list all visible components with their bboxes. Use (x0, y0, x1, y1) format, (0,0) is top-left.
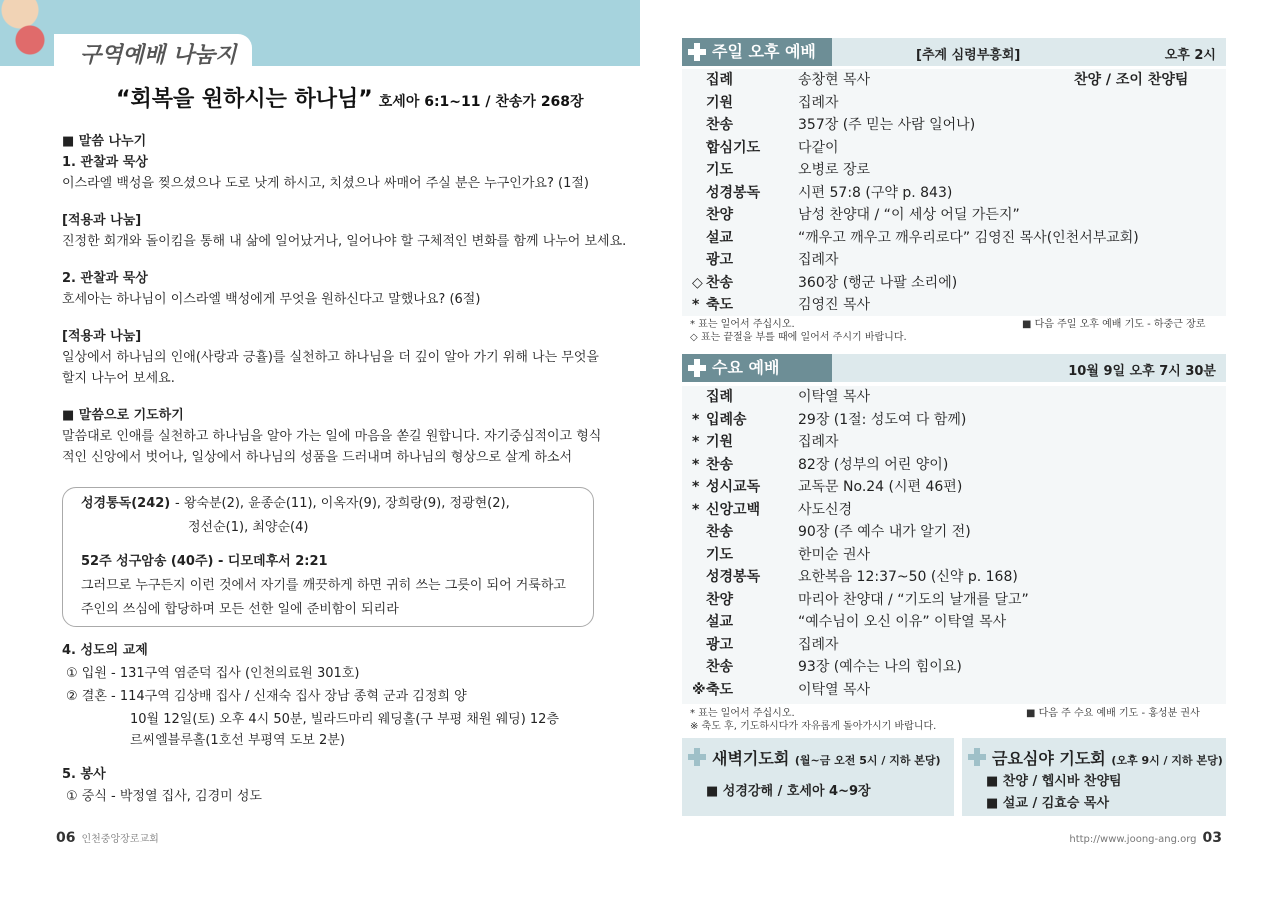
fellowship-wedding-detail1: 10월 12일(토) 오후 4시 50분, 빌라드마리 웨딩홀(구 부평 채원 웨딩) 12층 (130, 712, 560, 727)
apply-2-text-line1: 일상에서 하나님의 인애(사랑과 긍휼)를 실천하고 하나님을 더 깊이 알아 가기 위해 나는 무엇을 (62, 350, 599, 365)
row-label: 광고 (706, 252, 734, 268)
row-value: 오병로 장로 (798, 162, 871, 178)
row-label: 찬송 (706, 274, 734, 291)
row-label: 설교 (706, 614, 734, 630)
friday-praise-line: ■ 찬양 / 헵시바 찬양팀 (986, 774, 1122, 789)
row-label: 찬양 (706, 591, 734, 608)
row-label: 성경봉독 (706, 184, 761, 201)
row-label: 찬송 (706, 659, 734, 675)
heading-word-sharing: ■ 말씀 나누기 (62, 134, 147, 149)
row-marker: ◇ (692, 274, 703, 291)
cross-icon (688, 748, 706, 766)
friday-prayer-box (962, 738, 1226, 816)
memory-verse-line2: 주인의 쓰심에 합당하며 모든 선한 일에 준비함이 되리라 (81, 602, 399, 617)
heading-apply-1: [적용과 나눔] (62, 213, 142, 228)
wednesday-time: 10월 9일 오후 7시 30분 (1068, 364, 1216, 379)
sunday-row (682, 249, 1226, 272)
row-value: 사도신경 (798, 501, 853, 518)
row-value: 시편 57:8 (구약 p. 843) (798, 184, 953, 201)
row-value: 송창현 목사 (798, 72, 871, 88)
row-value: 집례자 (798, 252, 839, 268)
wednesday-row (682, 409, 1226, 432)
row-value: 집례자 (798, 636, 839, 653)
row-marker: * (692, 501, 700, 518)
row-label: 성경봉독 (706, 569, 761, 585)
section-tab-label: 구역예배 나눔지 (80, 43, 237, 68)
heading-service: 5. 봉사 (62, 767, 106, 782)
sunday-row (682, 92, 1226, 115)
sunday-note-1: * 표는 일어서 주십시오. (690, 319, 795, 330)
row-value: 357장 (주 믿는 사람 일어나) (798, 117, 976, 133)
sunday-row (682, 69, 1226, 92)
row-marker: * (692, 479, 700, 495)
wednesday-row (682, 611, 1226, 634)
dawn-prayer-title (712, 746, 941, 769)
row-extra: 찬양 / 조이 찬양팀 (1074, 72, 1189, 88)
prayer-line1: 말씀대로 인애를 실천하고 하나님을 알아 가는 일에 마음을 쏟길 원합니다. 자기중심적이고 형식 (62, 429, 602, 444)
row-marker: * (692, 456, 700, 473)
row-label: 기도 (706, 546, 734, 563)
apply-2-text-line2: 할지 나누어 보세요. (62, 371, 175, 386)
row-value: 집례자 (798, 434, 839, 450)
reading-names-2: 정선순(1), 최양순(4) (188, 520, 309, 535)
row-value: 다같이 (798, 139, 839, 156)
wednesday-row (682, 544, 1226, 567)
row-value: 김영진 목사 (798, 297, 871, 313)
wednesday-row (682, 566, 1226, 589)
heading-apply-2: [적용과 나눔] (62, 329, 142, 344)
fellowship-wedding-detail2: 르씨엘블루홀(1호선 부평역 도보 2분) (130, 733, 345, 748)
row-label: 설교 (706, 229, 734, 246)
heading-observe-2: 2. 관찰과 묵상 (62, 271, 148, 286)
cross-icon (688, 359, 706, 377)
heart-decoration-image (0, 0, 60, 66)
wednesday-row (682, 679, 1226, 702)
sermon-title (116, 82, 584, 113)
row-label: 찬송 (706, 456, 734, 473)
wednesday-row (682, 499, 1226, 522)
sunday-row (682, 159, 1226, 182)
sermon-reference: 호세아 6:1~11 / 찬송가 268장 (378, 94, 584, 110)
wednesday-service-tab (682, 354, 832, 382)
wednesday-note-1: * 표는 일어서 주십시오. (690, 708, 795, 719)
left-page-number: 06 (56, 830, 76, 846)
dawn-prayer-box (682, 738, 954, 816)
row-value: 90장 (주 예수 내가 알기 전) (798, 524, 971, 540)
dawn-prayer-time: (월~금 오전 5시 / 지하 본당) (794, 754, 941, 767)
sunday-service-tab (682, 38, 832, 66)
wednesday-order-table (682, 386, 1226, 704)
heading-fellowship: 4. 성도의 교제 (62, 643, 148, 658)
left-footer (56, 830, 159, 846)
memory-verse-line1: 그러므로 누구든지 이런 것에서 자기를 깨끗하게 하면 귀히 쓰는 그릇이 되어 거룩하고 (81, 578, 566, 593)
apply-1-text: 진정한 회개와 돌이킴을 통해 내 삶에 일어났거나, 일어나야 할 구체적인 변화를 함께 나누어 보세요. (62, 234, 627, 249)
wednesday-service-header (682, 354, 1226, 382)
row-value: “깨우고 깨우고 깨우리로다” 김영진 목사(인천서부교회) (798, 229, 1139, 246)
wednesday-row (682, 476, 1226, 499)
sunday-service-title: 주일 오후 예배 (712, 42, 816, 61)
row-label: 찬양 (706, 207, 734, 223)
friday-prayer-title (992, 746, 1223, 769)
row-value: 교독문 No.24 (시편 46편) (798, 479, 963, 495)
cross-icon (968, 748, 986, 766)
row-label: 신앙고백 (706, 501, 761, 518)
service-lunch: ① 중식 - 박정열 집사, 김경미 성도 (66, 789, 262, 804)
row-value: 29장 (1절: 성도여 다 함께) (798, 411, 967, 428)
sunday-row (682, 227, 1226, 250)
row-value: 93장 (예수는 나의 힘이요) (798, 659, 962, 675)
row-value: 82장 (성부의 어린 양이) (798, 456, 949, 473)
row-value: 요한복음 12:37~50 (신약 p. 168) (798, 569, 1018, 585)
row-value: 이탁열 목사 (798, 389, 871, 405)
row-label: 기원 (706, 94, 734, 111)
section-tab (54, 34, 252, 68)
reading-names-1: - 왕숙분(2), 윤종순(11), 이옥자(9), 장희랑(9), 정광현(2), (175, 496, 510, 511)
sunday-event: [추계 심령부흥회] (916, 48, 1021, 63)
right-page-number: 03 (1202, 830, 1222, 846)
row-value: 마리아 찬양대 / “기도의 날개를 달고” (798, 591, 1029, 608)
wednesday-row (682, 634, 1226, 657)
fellowship-hospital: ① 입원 - 131구역 염준덕 집사 (인천의료원 301호) (66, 666, 360, 681)
reading-box (62, 487, 594, 627)
sunday-row (682, 272, 1226, 295)
row-label: 집례 (706, 389, 734, 405)
row-value: “예수님이 오신 이유” 이탁열 목사 (798, 614, 1007, 630)
row-label: 광고 (706, 636, 734, 653)
row-label: 찬송 (706, 117, 734, 133)
friday-prayer-time: (오후 9시 / 지하 본당) (1111, 754, 1223, 767)
sunday-time: 오후 2시 (1164, 48, 1216, 63)
row-value: 이탁열 목사 (798, 681, 871, 698)
row-label: 축도 (706, 681, 734, 698)
heading-observe-1: 1. 관찰과 묵상 (62, 155, 148, 170)
wednesday-row (682, 521, 1226, 544)
wednesday-row (682, 454, 1226, 477)
heading-prayer: ■ 말씀으로 기도하기 (62, 408, 184, 423)
wednesday-note-2: ※ 축도 후, 기도하시다가 자유롭게 돌아가시기 바랍니다. (690, 721, 937, 732)
sunday-row (682, 114, 1226, 137)
row-label: 합심기도 (706, 139, 761, 156)
sunday-row (682, 137, 1226, 160)
row-label: 입례송 (706, 411, 747, 428)
row-marker: * (692, 411, 700, 428)
sunday-row (682, 204, 1226, 227)
cross-icon (688, 43, 706, 61)
row-label: 찬송 (706, 524, 734, 540)
wednesday-row (682, 656, 1226, 679)
row-label: 성시교독 (706, 479, 761, 495)
wednesday-next-prayer: ■ 다음 주 수요 예배 기도 - 홍성분 권사 (1026, 708, 1200, 719)
sunday-order-table (682, 69, 1226, 316)
row-label: 축도 (706, 297, 734, 313)
sermon-title-text: “회복을 원하시는 하나님” (116, 87, 373, 112)
question-2: 호세아는 하나님이 이스라엘 백성에게 무엇을 원하신다고 말했나요? (6절) (62, 292, 481, 307)
sunday-row (682, 294, 1226, 317)
sunday-note-2: ◇ 표는 끝절을 부를 때에 일어서 주시기 바랍니다. (690, 332, 907, 343)
wednesday-row (682, 431, 1226, 454)
wednesday-service-title: 수요 예배 (712, 358, 780, 377)
church-url: http://www.joong-ang.org (1069, 834, 1197, 845)
row-marker: ※ (692, 681, 706, 698)
row-value: 남성 찬양대 / “이 세상 어딜 가든지” (798, 207, 1020, 223)
row-value: 한미순 권사 (798, 546, 871, 563)
wednesday-row (682, 589, 1226, 612)
row-value: 360장 (행군 나팔 소리에) (798, 274, 958, 291)
right-footer (1069, 830, 1222, 846)
fellowship-wedding: ② 결혼 - 114구역 김상배 집사 / 신재숙 집사 장남 종혁 군과 김정희 양 (66, 689, 467, 704)
question-1: 이스라엘 백성을 찢으셨으나 도로 낫게 하시고, 치셨으나 싸매어 주실 분은 누구인가요? (1절) (62, 176, 589, 191)
row-label: 집례 (706, 72, 734, 88)
reading-label: 성경통독(242) (81, 496, 171, 511)
dawn-prayer-line: ■ 성경강해 / 호세아 4~9장 (706, 784, 871, 799)
sunday-next-prayer: ■ 다음 주일 오후 예배 기도 - 하중근 장로 (1022, 319, 1206, 330)
friday-sermon-line: ■ 설교 / 김효승 목사 (986, 796, 1110, 811)
row-marker: * (692, 297, 700, 313)
sunday-service-header (682, 38, 1226, 66)
memory-verse-label: 52주 성구암송 (40주) - 디모데후서 2:21 (81, 554, 328, 569)
dawn-prayer-title-text: 새벽기도회 (712, 749, 790, 768)
sunday-row (682, 182, 1226, 205)
church-name: 인천중앙장로교회 (81, 834, 159, 845)
row-label: 기도 (706, 162, 734, 178)
row-label: 기원 (706, 434, 734, 450)
row-marker: * (692, 434, 700, 450)
friday-prayer-title-text: 금요심야 기도회 (992, 749, 1106, 768)
prayer-line2: 적인 신앙에서 벗어나, 일상에서 하나님의 성품을 드러내며 하나님의 형상으로 살게 하소서 (62, 450, 573, 465)
row-value: 집례자 (798, 94, 839, 111)
wednesday-row (682, 386, 1226, 409)
